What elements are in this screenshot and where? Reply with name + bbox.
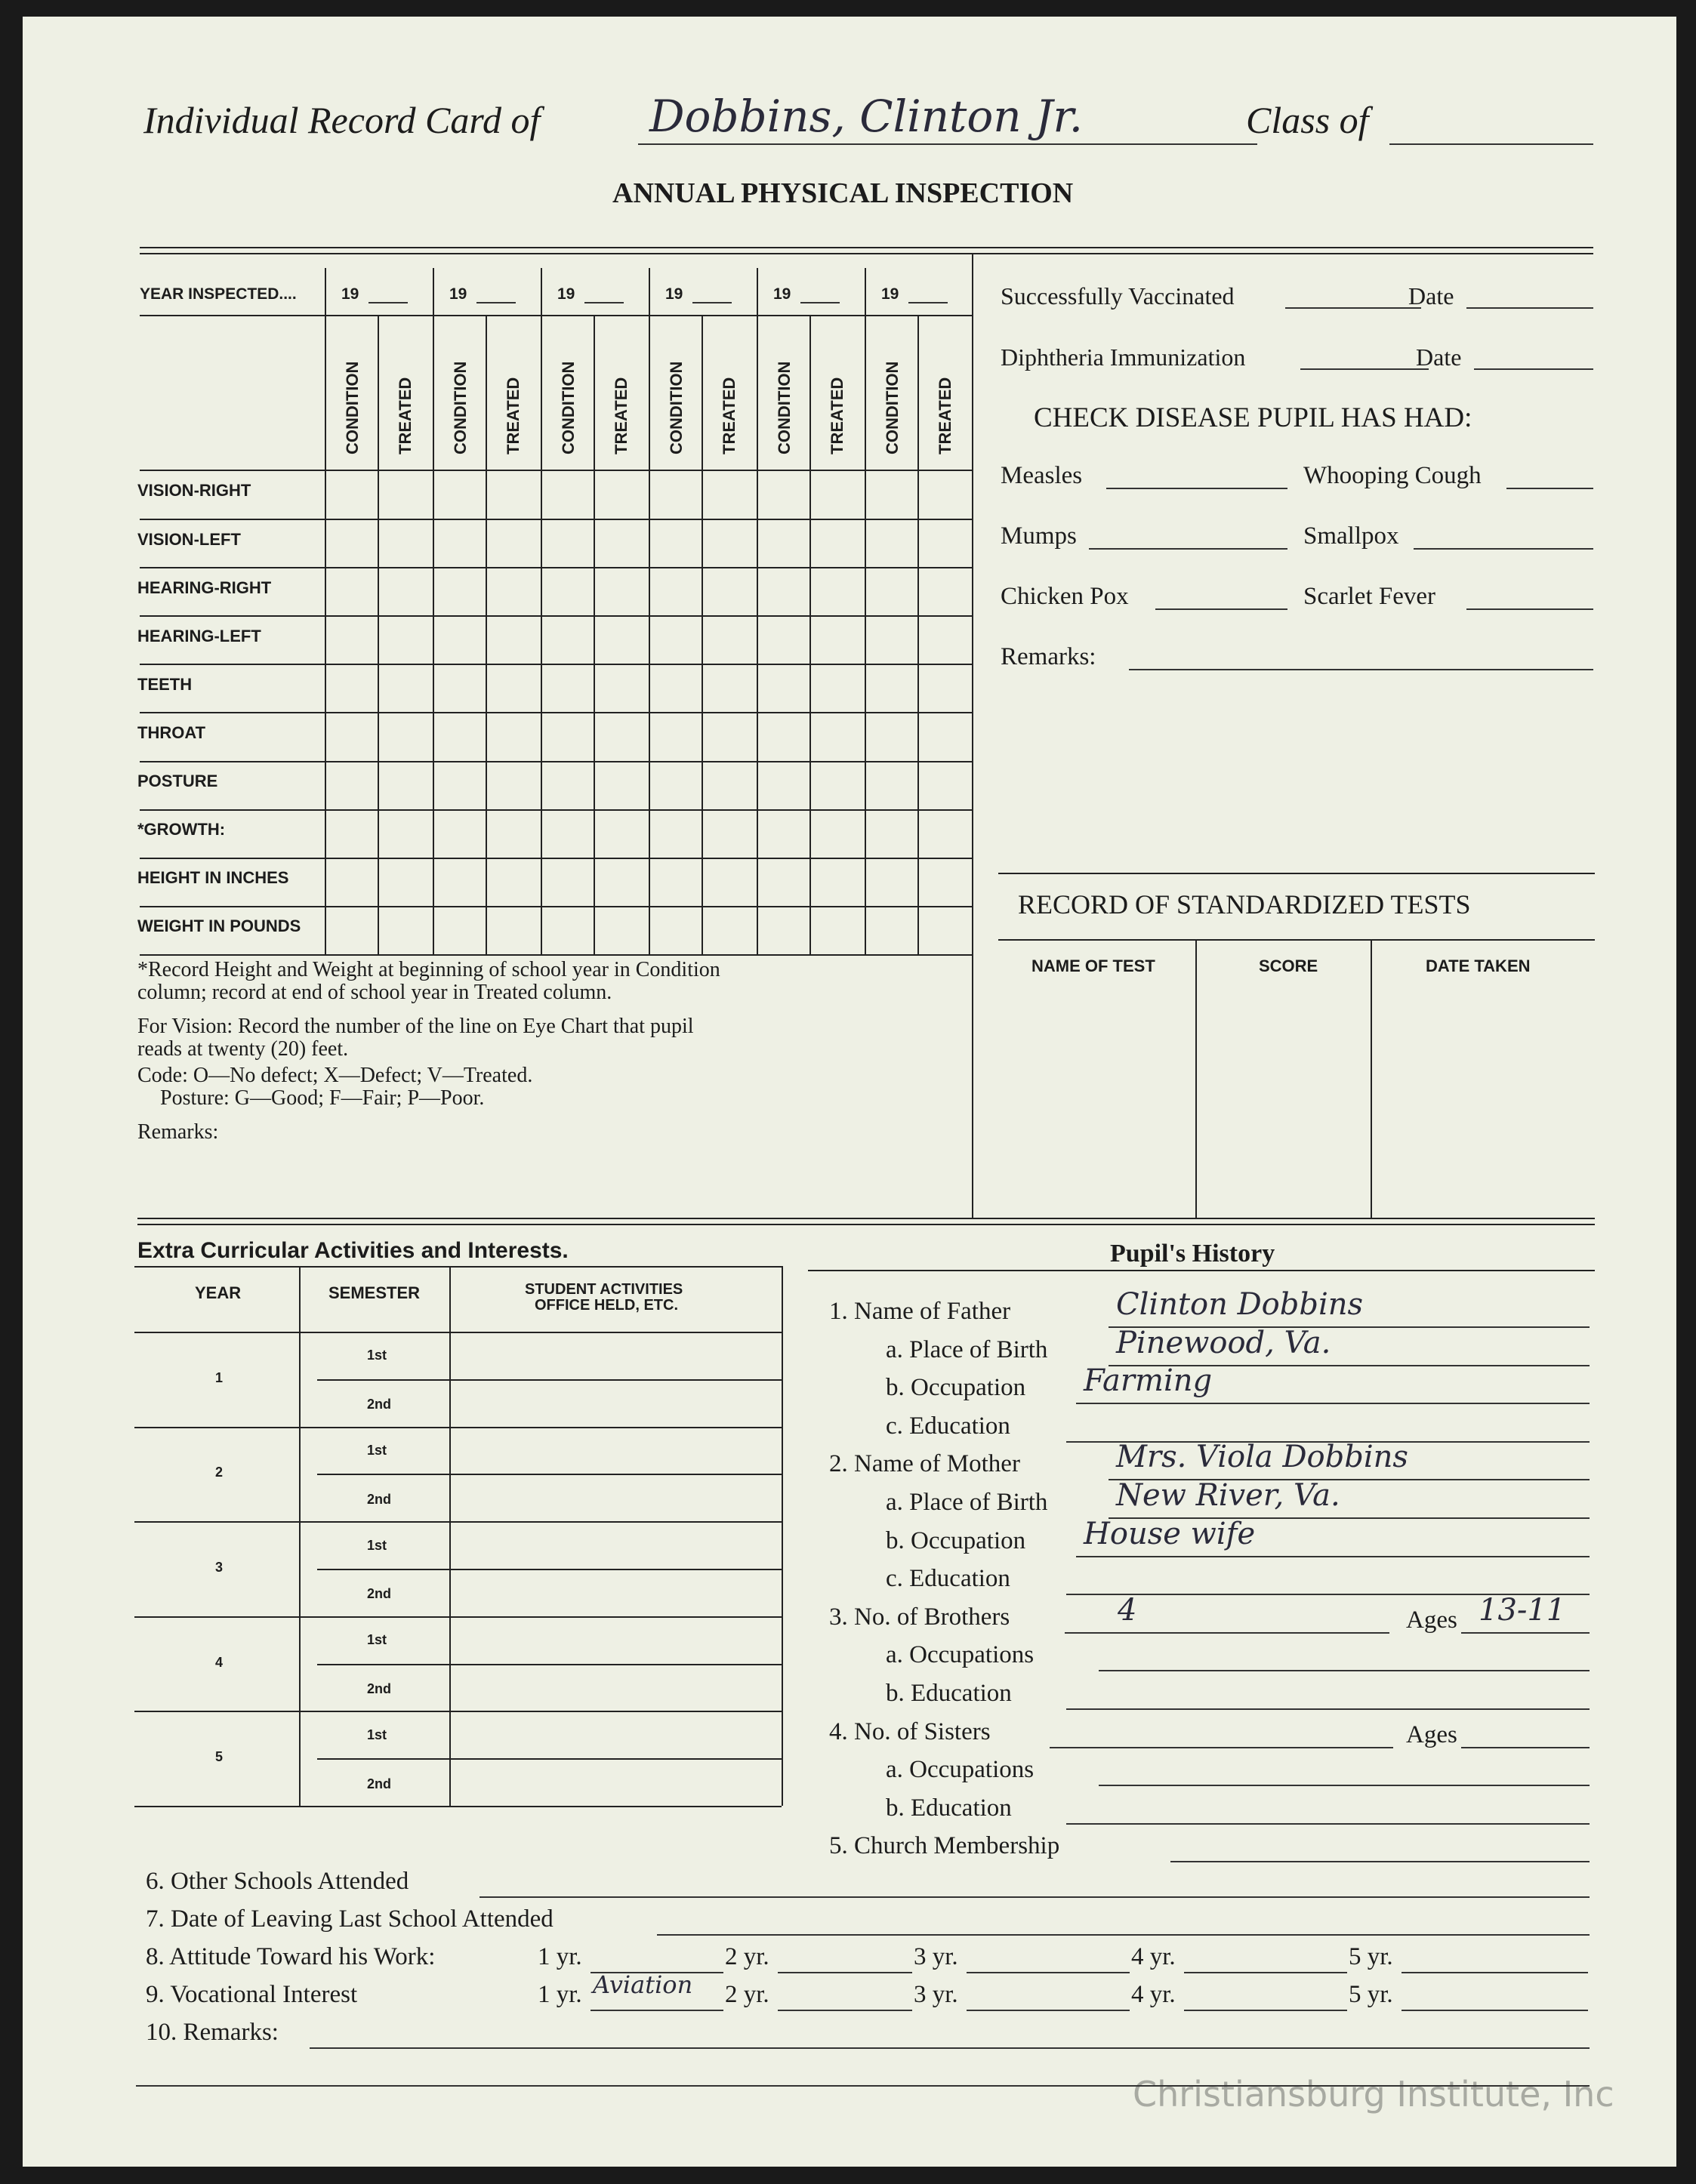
class-of-line (1389, 143, 1593, 145)
mumps-label: Mumps (1001, 522, 1077, 550)
inspection-col-line (649, 268, 650, 954)
vaccinated-date-label: Date (1408, 282, 1454, 310)
father-name-label: 1. Name of Father (829, 1298, 1011, 1325)
sisters-occupations-line[interactable] (1099, 1785, 1590, 1786)
activities-year-rule (134, 1521, 782, 1523)
inspection-row-rule (140, 761, 972, 762)
year-field[interactable]: 19 (557, 285, 575, 303)
inspection-col-line (433, 268, 434, 954)
father-name-value: Clinton Dobbins (1116, 1287, 1364, 1322)
activities-header-rule (134, 1332, 782, 1333)
inspection-row-rule (140, 712, 972, 713)
chickenpox-line (1155, 608, 1287, 610)
brothers-label: 3. No. of Brothers (829, 1603, 1010, 1631)
date-leaving-label: 7. Date of Leaving Last School Attended (146, 1905, 554, 1933)
inspection-year-rule (140, 315, 972, 316)
brothers-education-label: b. Education (886, 1680, 1012, 1707)
year-field-line (908, 302, 948, 303)
father-occupation-label: b. Occupation (886, 1374, 1026, 1402)
activities-semester-rule (317, 1664, 782, 1665)
condition-header: CONDITION (559, 361, 578, 454)
year-field[interactable]: 19 (341, 285, 359, 303)
vocational-yr4-line[interactable] (1184, 2010, 1347, 2011)
activities-bottom-rule (134, 1806, 782, 1807)
chickenpox-label: Chicken Pox (1001, 583, 1129, 610)
vocational-yr3-label: 3 yr. (914, 1981, 958, 2008)
top-rule (140, 247, 1593, 248)
mother-name-label: 2. Name of Mother (829, 1450, 1020, 1478)
activities-col-line (782, 1266, 783, 1806)
activities-col-activities: STUDENT ACTIVITIES (525, 1281, 683, 1298)
attitude-yr2-label: 2 yr. (725, 1943, 769, 1970)
diphtheria-date-line (1474, 368, 1593, 370)
vaccinated-line (1285, 307, 1421, 309)
middle-rule (137, 1218, 1595, 1219)
inspection-row-rule (140, 664, 972, 665)
activities-col-office: OFFICE HELD, ETC. (535, 1297, 678, 1314)
semester-2nd: 2nd (367, 1491, 392, 1507)
inspection-row-label: WEIGHT IN POUNDS (137, 916, 301, 935)
vocational-label: 9. Vocational Interest (146, 1981, 358, 2008)
tests-col-score: SCORE (1259, 956, 1318, 975)
condition-header: CONDITION (667, 361, 686, 454)
activities-year-label: 2 (215, 1465, 224, 1480)
activities-title: Extra Curricular Activities and Interests. (137, 1238, 569, 1263)
student-name-line (638, 143, 1257, 145)
father-birthplace-value: Pinewood, Va. (1116, 1325, 1331, 1360)
semester-2nd: 2nd (367, 1586, 392, 1602)
inspection-row-rule (140, 954, 972, 956)
mother-occupation-line[interactable] (1076, 1556, 1590, 1557)
activities-semester-rule (317, 1569, 782, 1570)
sisters-occupations-label: a. Occupations (886, 1756, 1035, 1784)
attitude-yr3-line[interactable] (967, 1972, 1130, 1973)
inspection-row-rule (140, 519, 972, 520)
semester-1st: 1st (367, 1727, 387, 1742)
vision-note-1: For Vision: Record the number of the line on Eye Chart that pupil (137, 1015, 694, 1038)
semester-2nd: 2nd (367, 1681, 392, 1696)
year-field-line (692, 302, 732, 303)
diphtheria-label: Diphtheria Immunization (1001, 343, 1246, 371)
mother-birthplace-label: a. Place of Birth (886, 1489, 1048, 1516)
measles-label: Measles (1001, 462, 1083, 489)
smallpox-line (1414, 548, 1593, 550)
vocational-yr4-label: 4 yr. (1131, 1981, 1176, 2008)
vaccinated-label: Successfully Vaccinated (1001, 282, 1235, 310)
inspection-row-label: HEARING-LEFT (137, 627, 261, 645)
activities-col-line (449, 1266, 451, 1806)
father-education-label: c. Education (886, 1412, 1010, 1440)
inspection-row-label: VISION-RIGHT (137, 481, 251, 500)
inspection-remarks-label: Remarks: (137, 1120, 219, 1144)
brothers-occupations-label: a. Occupations (886, 1641, 1035, 1669)
sisters-ages-label: Ages (1406, 1720, 1457, 1748)
inspection-row-rule (140, 567, 972, 568)
other-schools-label: 6. Other Schools Attended (146, 1868, 409, 1895)
watermark: Christiansburg Institute, Inc (1133, 2074, 1614, 2115)
attitude-yr2-line[interactable] (778, 1972, 912, 1973)
history-title: Pupil's History (1110, 1240, 1275, 1268)
top-rule-2 (140, 253, 1593, 254)
year-field-line (368, 302, 408, 303)
final-remarks-label: 10. Remarks: (146, 2019, 279, 2046)
semester-1st: 1st (367, 1443, 387, 1458)
activities-semester-rule (317, 1379, 782, 1381)
code-note: Code: O—No defect; X—Defect; V—Treated. (137, 1064, 533, 1087)
inspection-row-rule (140, 615, 972, 617)
inspection-row-rule (140, 809, 972, 811)
tests-col-name: NAME OF TEST (1031, 956, 1155, 975)
semester-1st: 1st (367, 1348, 387, 1363)
final-remarks-line[interactable] (310, 2047, 1590, 2049)
brothers-ages-label: Ages (1406, 1606, 1457, 1634)
attitude-yr5-line[interactable] (1402, 1972, 1588, 1973)
inspection-row-label: *GROWTH: (137, 820, 226, 839)
inspection-row-rule (140, 906, 972, 907)
condition-header: CONDITION (343, 361, 362, 454)
inspection-col-line (325, 268, 326, 954)
activities-year-label: 4 (215, 1654, 224, 1670)
other-schools-line[interactable] (480, 1896, 1590, 1898)
sisters-education-line[interactable] (1066, 1823, 1590, 1825)
treated-header: TREATED (504, 377, 523, 454)
sisters-count-line[interactable] (1050, 1747, 1393, 1748)
posture-note: Posture: G—Good; F—Fair; P—Poor. (160, 1086, 485, 1110)
page-subtitle: ANNUAL PHYSICAL INSPECTION (612, 177, 1074, 209)
semester-2nd: 2nd (367, 1397, 392, 1412)
mother-name-value: Mrs. Viola Dobbins (1116, 1440, 1408, 1475)
activities-col-year: YEAR (195, 1283, 242, 1302)
activities-semester-rule (317, 1758, 782, 1760)
health-remarks-label: Remarks: (1001, 643, 1096, 670)
whooping-line (1506, 488, 1593, 489)
brothers-ages-line[interactable] (1461, 1632, 1590, 1634)
brothers-ages-value: 13-11 (1479, 1592, 1566, 1628)
treated-header: TREATED (612, 377, 631, 454)
father-occupation-line[interactable] (1076, 1403, 1590, 1404)
inspection-row-label: HEARING-RIGHT (137, 578, 272, 597)
activities-semester-rule (317, 1474, 782, 1475)
scarlet-line (1466, 608, 1593, 610)
history-top-rule (808, 1270, 1595, 1271)
father-occupation-value: Farming (1084, 1363, 1213, 1399)
tests-header-rule (998, 939, 1595, 941)
date-leaving-line[interactable] (657, 1934, 1590, 1936)
inspection-row-label: TEETH (137, 675, 193, 694)
activities-top-rule (134, 1266, 782, 1268)
attitude-yr4-label: 4 yr. (1131, 1943, 1176, 1970)
tests-title: RECORD OF STANDARDIZED TESTS (1018, 889, 1471, 919)
semester-1st: 1st (367, 1632, 387, 1648)
activities-year-rule (134, 1427, 782, 1428)
vocational-yr1-label: 1 yr. (538, 1981, 582, 2008)
inspection-row-label: VISION-LEFT (137, 530, 241, 549)
record-card (23, 17, 1676, 2167)
sisters-ages-line[interactable] (1461, 1747, 1590, 1748)
condition-header: CONDITION (451, 361, 470, 454)
measles-line (1106, 488, 1287, 489)
semester-2nd: 2nd (367, 1776, 392, 1791)
inspection-row-rule (140, 470, 972, 471)
activities-year-rule (134, 1711, 782, 1712)
tests-col-divider-2 (1371, 939, 1372, 1218)
treated-header: TREATED (720, 377, 739, 454)
tests-col-divider-1 (1195, 939, 1197, 1218)
year-inspected-label: YEAR INSPECTED.... (140, 285, 297, 303)
middle-rule-2 (137, 1224, 1595, 1225)
diphtheria-line (1300, 368, 1429, 370)
year-field-line (584, 302, 624, 303)
brothers-occupations-line[interactable] (1099, 1670, 1590, 1671)
card-title: Individual Record Card of (143, 99, 541, 141)
attitude-label: 8. Attitude Toward his Work: (146, 1943, 436, 1970)
year-field-line (476, 302, 516, 303)
tests-top-rule (998, 873, 1595, 874)
church-membership-line[interactable] (1170, 1861, 1590, 1862)
growth-note-2: column; record at end of school year in Treated column. (137, 981, 612, 1004)
inspection-row-label: THROAT (137, 723, 206, 742)
semester-1st: 1st (367, 1537, 387, 1553)
activities-year-label: 1 (215, 1369, 224, 1385)
mother-birthplace-value: New River, Va. (1116, 1478, 1340, 1513)
student-name: Dobbins, Clinton Jr. (649, 91, 1084, 142)
year-field-line (800, 302, 840, 303)
vocational-yr3-line[interactable] (967, 2010, 1130, 2011)
inspection-col-line (865, 268, 866, 954)
vocational-yr1-value: Aviation (593, 1970, 693, 1999)
brothers-count-value: 4 (1118, 1592, 1137, 1628)
activities-col-line (299, 1266, 301, 1806)
vaccinated-date-line (1466, 307, 1593, 309)
year-field[interactable]: 19 (881, 285, 899, 303)
sisters-education-label: b. Education (886, 1794, 1012, 1822)
condition-header: CONDITION (883, 361, 902, 454)
inspection-col-line (972, 268, 973, 954)
mother-occupation-value: House wife (1084, 1516, 1256, 1551)
year-field[interactable]: 19 (665, 285, 683, 303)
brothers-count-line[interactable] (1065, 1632, 1389, 1634)
inspection-col-line (757, 268, 758, 954)
attitude-yr4-line[interactable] (1184, 1972, 1347, 1973)
attitude-yr3-label: 3 yr. (914, 1943, 958, 1970)
brothers-education-line[interactable] (1066, 1708, 1590, 1710)
inspection-row-label: HEIGHT IN INCHES (137, 868, 289, 887)
activities-year-label: 3 (215, 1560, 224, 1575)
year-field[interactable]: 19 (773, 285, 791, 303)
vocational-yr2-label: 2 yr. (725, 1981, 769, 2008)
inspection-col-line (541, 268, 542, 954)
diphtheria-date-label: Date (1416, 343, 1462, 371)
final-remarks-line-2[interactable] (136, 2085, 1590, 2087)
tests-col-date: DATE TAKEN (1426, 956, 1531, 975)
attitude-yr1-label: 1 yr. (538, 1943, 582, 1970)
vision-note-2: reads at twenty (20) feet. (137, 1037, 349, 1061)
inspection-row-label: POSTURE (137, 772, 218, 790)
mumps-line (1089, 548, 1287, 550)
health-remarks-line (1129, 669, 1593, 670)
treated-header: TREATED (828, 377, 846, 454)
activities-year-rule (134, 1616, 782, 1618)
church-membership-label: 5. Church Membership (829, 1832, 1060, 1860)
mother-occupation-label: b. Occupation (886, 1526, 1026, 1554)
vocational-yr2-line[interactable] (778, 2010, 912, 2011)
treated-header: TREATED (936, 377, 954, 454)
vocational-yr5-line[interactable] (1402, 2010, 1588, 2011)
activities-year-label: 5 (215, 1749, 224, 1765)
growth-note-1: *Record Height and Weight at beginning of school year in Condition (137, 958, 720, 981)
inspection-row-rule (140, 858, 972, 859)
check-disease-title: CHECK DISEASE PUPIL HAS HAD: (1034, 402, 1472, 433)
vocational-yr5-label: 5 yr. (1349, 1981, 1393, 2008)
mother-education-label: c. Education (886, 1565, 1010, 1593)
treated-header: TREATED (396, 377, 415, 454)
father-birthplace-label: a. Place of Birth (886, 1335, 1048, 1363)
activities-col-semester: SEMESTER (328, 1283, 421, 1302)
vocational-yr1-line[interactable] (591, 2010, 723, 2011)
sisters-label: 4. No. of Sisters (829, 1717, 991, 1745)
year-field[interactable]: 19 (449, 285, 467, 303)
attitude-yr5-label: 5 yr. (1349, 1943, 1393, 1970)
whooping-label: Whooping Cough (1303, 462, 1482, 489)
class-of-label: Class of (1246, 99, 1369, 141)
smallpox-label: Smallpox (1303, 522, 1399, 550)
scarlet-label: Scarlet Fever (1303, 583, 1436, 610)
condition-header: CONDITION (775, 361, 794, 454)
